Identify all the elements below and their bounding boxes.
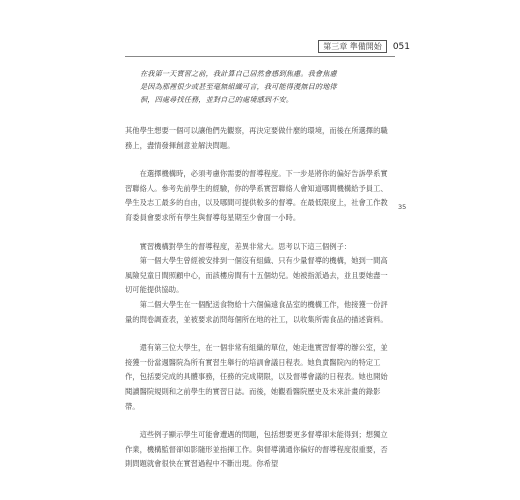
paragraph: 這些例子顯示學生可能會遭遇的問題，包括想要更多督導卻未能得到；想獨立作業，機構監督卻如影隨形並指揮工作。與督導溝通你偏好的督導程度很重要，否則問題就會很快在實習過程中不斷出現。你希望 (125, 430, 388, 469)
student-quote (140, 67, 385, 106)
page-number: 051 (392, 41, 410, 52)
header-rule (125, 56, 395, 57)
paragraph: 還有第三位大學生，在一個非常有組織的單位，她走進實習督導的辦公室，並接獲一份當週醫院為所有實習生舉行的培訓會議日程表。她負責醫院內的特定工作，包括要完成的具體事務，任務的完成期限，以及督導會議的日程表。她也開始閱讀醫院規則和之前學生的實習日誌。而後，她觀看醫院歷史及未來計畫的錄影帶。 (125, 343, 388, 411)
paragraph: 第一個大學生曾經被安排到一個沒有組織、只有少量督導的機構，她到一間高風險兒童日間照顧中心，而該樓房間有十五個幼兒。她被指派過去，並且要她盡一切可能提供協助。 (125, 256, 388, 295)
chapter-label: 第三章 準備開始 (318, 40, 387, 53)
body-text (125, 124, 393, 472)
paragraph: 其他學生想要一個可以讓他們先觀察，再決定要做什麼的環境，而後在所選擇的職務上，盡情發揮創意並解決問題。 (125, 126, 388, 150)
quote-line: 在我第一天實習之前，我計算自己居然會感到焦慮。我會焦慮 (140, 69, 337, 78)
paragraph: 第二個大學生在一個配送食物給十六個偏遠食品室的機構工作，他接獲一份評量的問卷調查表，並被要求訪問每個所在地的社工，以收集所需食品的描述資料。 (125, 299, 388, 324)
paragraph: 在選擇機構時，必須考慮你需要的督導程度。下一步是將你的偏好告訴學系實習聯絡人。參考先前學生的經驗，你的學系實習聯絡人會知道哪間機構給予員工、學生及志工最多的自由，以及哪間可提供較多的督導。在最低限度上，社會工作教育委員會要求所有學生與督導每星期至少會面一小時。 (125, 169, 388, 222)
paragraph: 實習機構對學生的督導程度，差異非常大。思考以下這三個例子： (139, 241, 352, 251)
running-header (318, 40, 410, 53)
quote-line: 是因為那裡很少或甚至毫無組織可言，我可能得漫無目的地徘 (140, 82, 337, 91)
margin-number: 35 (398, 203, 407, 211)
quote-line: 徊，四處尋找任務，並對自己的處境感到不安。 (140, 95, 294, 104)
